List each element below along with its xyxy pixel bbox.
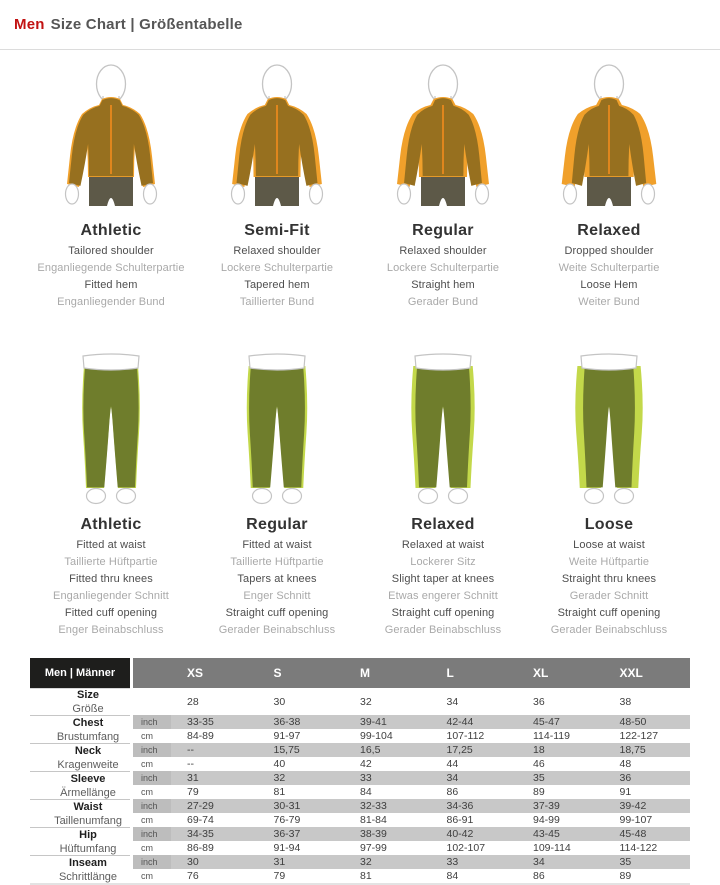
row-label [30, 743, 130, 771]
fit-desc-en: Fitted cuff opening [64, 607, 158, 619]
jacket-fit-regular [360, 60, 526, 308]
cell: 102-107 [446, 842, 486, 854]
row-label [30, 688, 130, 715]
value-row-inch [133, 827, 690, 841]
cell: 114-119 [533, 730, 570, 742]
fit-desc-en: Tapers at knees [237, 573, 317, 585]
size-chart-header [0, 0, 720, 50]
table-row-size [30, 688, 690, 715]
row-values [133, 743, 690, 771]
unit-cell-cm: cm [141, 759, 153, 769]
fit-desc-de: Enger Beinabschluss [58, 624, 164, 636]
row-label-en: Hip [79, 828, 97, 841]
cell: 109-114 [533, 842, 571, 854]
cell: 34 [533, 856, 545, 868]
row-label-de: Schrittlänge [58, 870, 118, 883]
pants-fit-athletic [28, 348, 194, 636]
row-values [133, 715, 690, 743]
cell: 15,75 [273, 744, 300, 756]
cell: 46 [533, 758, 545, 770]
cell: 36-37 [273, 828, 301, 840]
fit-desc-de: Etwas engerer Schnitt [388, 590, 498, 602]
cell: 39-42 [619, 800, 647, 812]
cell: 32-33 [360, 800, 387, 812]
row-label-de: Brustumfang [56, 730, 120, 743]
fit-desc-en: Straight thru knees [561, 573, 657, 585]
cell: 84 [360, 786, 372, 798]
unit-cell-cm: cm [141, 843, 153, 853]
fit-desc-en: Straight cuff opening [225, 607, 329, 619]
fit-name: Loose [584, 516, 634, 533]
fit-desc-de: Lockere Schulterpartie [220, 262, 334, 274]
row-values [133, 799, 690, 827]
cell: 39-41 [360, 716, 387, 728]
cell: -- [187, 758, 194, 770]
table-row-neck [30, 743, 690, 771]
cell: 44 [446, 758, 459, 770]
row-values [133, 827, 690, 855]
value-row-cm [133, 869, 690, 883]
cell: 86-91 [446, 814, 474, 826]
cell: 81 [360, 870, 372, 882]
fit-desc-en: Slight taper at knees [391, 573, 495, 585]
cell: 86 [446, 786, 459, 798]
row-label-en: Waist [73, 800, 103, 813]
fit-desc-en: Relaxed at waist [401, 539, 485, 551]
row-label-en: Size [76, 689, 99, 701]
fit-name: Regular [412, 222, 474, 239]
cell: 40-42 [446, 828, 474, 840]
men-size-table [30, 658, 690, 883]
cell: 99-104 [360, 730, 393, 742]
cell: 45-48 [619, 828, 647, 840]
unit-cell-inch: inch [133, 855, 171, 869]
cell: 84 [446, 870, 459, 882]
fit-desc-de: Enger Schnitt [243, 590, 311, 602]
row-label-en: Sleeve [70, 772, 106, 785]
row-label-de: Kragenweite [57, 758, 119, 771]
size-header-l: L [446, 666, 454, 680]
fit-desc-en: Straight cuff opening [391, 607, 495, 619]
gender-label: Men [14, 16, 45, 33]
jacket-figure-semi-fit-illustration [194, 60, 360, 212]
cell: 42-44 [446, 716, 474, 728]
row-label [30, 715, 130, 743]
fit-desc-en: Fitted thru knees [69, 573, 153, 585]
pants-fit-regular [194, 348, 360, 636]
cell: 28 [187, 695, 199, 708]
cell: 32 [360, 695, 372, 708]
fit-name: Relaxed [411, 516, 475, 533]
cell: 69-74 [187, 814, 214, 826]
value-row-single [133, 688, 690, 715]
cell: 35 [533, 772, 545, 784]
fit-desc-en: Fitted at waist [76, 539, 146, 551]
value-row-inch [133, 855, 690, 869]
cell: 76 [187, 870, 199, 882]
cell: 30 [273, 695, 286, 708]
fit-desc-en: Relaxed shoulder [233, 245, 321, 257]
fit-name: Relaxed [577, 222, 641, 239]
cell: 38-39 [360, 828, 387, 840]
cell: 18 [533, 744, 545, 756]
fit-desc-de: Taillierte Hüftpartie [64, 556, 158, 568]
value-row-cm [133, 757, 690, 771]
pants-fit-section [0, 348, 720, 636]
cell: 91-94 [273, 842, 301, 854]
pants-figure-loose-illustration [526, 348, 692, 506]
cell: 122-127 [619, 730, 659, 742]
cell: 81 [273, 786, 286, 798]
fit-desc-en: Loose Hem [580, 279, 638, 291]
cell: 31 [187, 772, 199, 784]
cell: 36 [619, 772, 632, 784]
pants-fit-loose [526, 348, 692, 636]
cell: 34 [446, 695, 459, 708]
page-title: Size Chart | Größentabelle [50, 16, 243, 33]
cell: 89 [619, 870, 632, 882]
jacket-fit-athletic [28, 60, 194, 308]
cell: 37-39 [533, 800, 560, 812]
fit-desc-de: Enganliegende Schulterpartie [37, 262, 185, 274]
cell: 32 [360, 856, 372, 868]
fit-desc-en: Relaxed shoulder [399, 245, 487, 257]
row-values [133, 688, 690, 715]
table-row-sleeve [30, 771, 690, 799]
cell: 79 [273, 870, 286, 882]
size-header-xs: XS [187, 666, 204, 680]
fit-desc-de: Gerader Beinabschluss [550, 624, 668, 636]
value-row-inch [133, 743, 690, 757]
value-row-cm [133, 813, 690, 827]
fit-desc-de: Enganliegender Bund [57, 296, 165, 308]
fit-desc-en: Loose at waist [573, 539, 645, 551]
cell: 76-79 [273, 814, 301, 826]
cell: 18,75 [619, 744, 646, 756]
row-label-en: Inseam [69, 856, 107, 869]
fit-desc-de: Taillierter Bund [239, 296, 315, 308]
cell: 79 [187, 786, 199, 798]
size-table-header-row [30, 658, 690, 688]
cell: 30 [187, 856, 199, 868]
jacket-fit-section [0, 60, 720, 308]
row-label-de: Größe [72, 703, 104, 715]
cell: 86-89 [187, 842, 214, 854]
cell: 99-107 [619, 814, 653, 826]
row-label [30, 799, 130, 827]
unit-cell-inch: inch [133, 771, 171, 785]
cell: 48-50 [619, 716, 647, 728]
fit-desc-de: Lockerer Sitz [410, 556, 476, 568]
value-row-inch [133, 771, 690, 785]
size-header-xxl: XXL [619, 666, 643, 680]
unit-cell-cm: cm [141, 787, 153, 797]
fit-desc-de: Taillierte Hüftpartie [230, 556, 324, 568]
jacket-figure-relaxed-illustration [526, 60, 692, 212]
unit-cell-inch: inch [133, 827, 171, 841]
jacket-figure-regular-illustration [360, 60, 526, 212]
fit-desc-en: Dropped shoulder [564, 245, 654, 257]
fit-name: Regular [246, 516, 308, 533]
table-row-hip [30, 827, 690, 855]
fit-desc-en: Fitted hem [84, 279, 138, 291]
pants-figure-relaxed-illustration [360, 348, 526, 506]
value-row-cm [133, 785, 690, 799]
value-row-inch [133, 715, 690, 729]
table-row-chest [30, 715, 690, 743]
value-row-cm [133, 729, 690, 743]
cell: 16,5 [360, 744, 381, 756]
cell: 81-84 [360, 814, 387, 826]
row-label-en: Neck [74, 744, 102, 757]
cell: 86 [533, 870, 545, 882]
size-header-s: S [273, 666, 282, 680]
cell: 40 [273, 758, 286, 770]
row-label-de: Hüftumfang [59, 842, 117, 855]
cell: 34-36 [446, 800, 474, 812]
row-label [30, 827, 130, 855]
unit-cell-inch: inch [133, 799, 171, 813]
row-label-en: Chest [72, 716, 104, 729]
unit-cell-cm: cm [141, 731, 153, 741]
fit-desc-en: Straight hem [411, 279, 475, 291]
cell: 36 [533, 695, 545, 708]
cell: 33 [360, 772, 372, 784]
pants-figure-athletic-illustration [28, 348, 194, 506]
cell: 91 [619, 786, 632, 798]
fit-desc-de: Gerader Beinabschluss [218, 624, 336, 636]
fit-desc-en: Straight cuff opening [557, 607, 661, 619]
fit-desc-de: Lockere Schulterpartie [386, 262, 500, 274]
cell: 32 [273, 772, 286, 784]
fit-desc-de: Weite Schulterpartie [558, 262, 660, 274]
cell: 27-29 [187, 800, 214, 812]
fit-desc-en: Tapered hem [244, 279, 310, 291]
fit-name: Athletic [80, 516, 142, 533]
cell: 33 [446, 856, 459, 868]
fit-desc-de: Enganliegender Schnitt [53, 590, 169, 602]
cell: 94-99 [533, 814, 560, 826]
cell: 33-35 [187, 716, 214, 728]
fit-desc-de: Weite Hüftpartie [568, 556, 650, 568]
cell: 91-97 [273, 730, 301, 742]
row-label [30, 771, 130, 799]
cell: 114-122 [619, 842, 658, 854]
fit-name: Semi-Fit [244, 222, 310, 239]
pants-figure-regular-illustration [194, 348, 360, 506]
cell: 35 [619, 856, 632, 868]
table-corner-label: Men | Männer [30, 658, 130, 688]
size-column-headers [133, 658, 690, 688]
value-row-cm [133, 841, 690, 855]
fit-desc-en: Tailored shoulder [68, 245, 154, 257]
cell: 17,25 [446, 744, 473, 756]
table-row-waist [30, 799, 690, 827]
cell: 43-45 [533, 828, 560, 840]
row-label-de: Ärmellänge [60, 786, 116, 799]
jacket-fit-relaxed [526, 60, 692, 308]
cell: 97-99 [360, 842, 387, 854]
fit-desc-de: Gerader Schnitt [569, 590, 649, 602]
cell: 45-47 [533, 716, 560, 728]
fit-desc-de: Gerader Beinabschluss [384, 624, 502, 636]
unit-cell-cm: cm [141, 815, 153, 825]
jacket-fit-semi-fit [194, 60, 360, 308]
fit-name: Athletic [80, 222, 142, 239]
cell: 38 [619, 695, 632, 708]
value-row-inch [133, 799, 690, 813]
row-values [133, 771, 690, 799]
pants-fit-relaxed [360, 348, 526, 636]
cell: 34-35 [187, 828, 214, 840]
cell: 34 [446, 772, 459, 784]
cell: 89 [533, 786, 545, 798]
unit-cell-cm: cm [141, 871, 153, 881]
cell: 107-112 [446, 730, 485, 742]
size-header-m: M [360, 666, 370, 680]
unit-cell-empty [133, 688, 171, 715]
row-label-de: Taillenumfang [54, 814, 122, 827]
cell: 30-31 [273, 800, 301, 812]
cell: 42 [360, 758, 372, 770]
cell: 84-89 [187, 730, 214, 742]
unit-cell-inch: inch [133, 743, 171, 757]
cell: 48 [619, 758, 632, 770]
fit-desc-de: Weiter Bund [578, 296, 640, 308]
jacket-figure-athletic-illustration [28, 60, 194, 212]
cell: 31 [273, 856, 286, 868]
fit-desc-de: Gerader Bund [407, 296, 479, 308]
cell: 36-38 [273, 716, 301, 728]
fit-desc-en: Fitted at waist [242, 539, 312, 551]
cell: -- [187, 744, 194, 756]
size-header-xl: XL [533, 666, 549, 680]
unit-cell-inch: inch [133, 715, 171, 729]
